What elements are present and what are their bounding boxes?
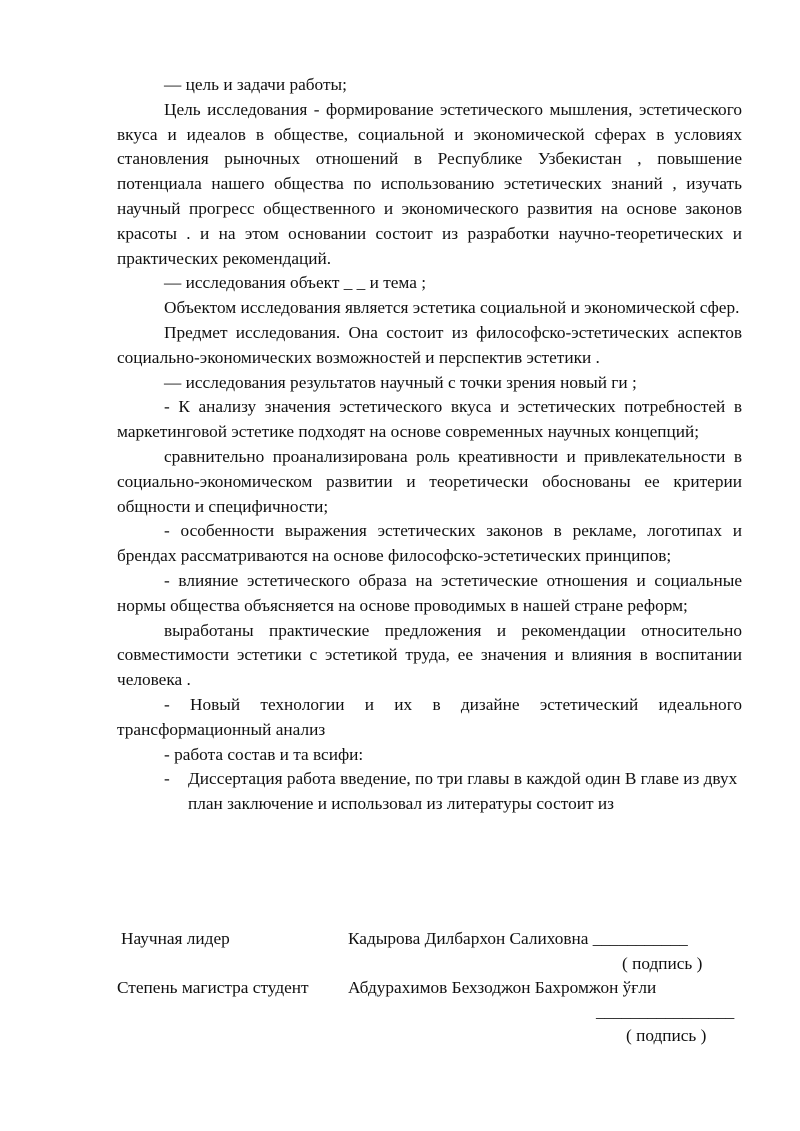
paragraph-novelty-2: сравнительно проанализирована роль креативности и привлекательности в социально-экономическом развитии и теоретически обоснованы ее критерии общности и специфичности;: [117, 446, 742, 516]
list-item-dissertation: [117, 767, 742, 817]
student-name: Абдурахимов Бехзоджон Бахромжон ўғли: [348, 978, 657, 997]
student-signature-line: ________________: [596, 1002, 735, 1021]
list-bullet: -: [164, 769, 170, 789]
paragraph-novelty-heading: — исследования результатов научный с точки зрения новый ги ;: [164, 372, 637, 392]
paragraph-object: Объектом исследования является эстетика социальной и экономической сфер.: [164, 298, 740, 318]
paragraph-novelty-5: выработаны практические предложения и рекомендации относительно совместимости эстетики с эстетикой труда, ее значения и влияния в воспитании человека .: [117, 620, 742, 690]
document-body: [117, 73, 742, 817]
paragraph-object-heading: — исследования объект _ _ и тема ;: [164, 273, 427, 293]
paragraph-goal-heading: — цель и задачи работы;: [164, 75, 347, 94]
paragraph-novelty-4: - влияние эстетического образа на эстетические отношения и социальные нормы общества объясняется на основе проводимых в нашей стране реформ;: [117, 570, 742, 615]
paragraph-novelty-6: - Новый технологии и их в дизайне эстетический идеального трансформационный анализ: [117, 694, 742, 739]
paragraph-novelty-1: - К анализу значения эстетического вкуса и эстетических потребностей в маркетинговой эстетике подходят на основе современных научных концепций;: [117, 397, 742, 442]
student-label: Степень магистра студент: [117, 978, 309, 997]
paragraph-novelty-3: - особенности выражения эстетических законов в рекламе, логотипах и брендах рассматриваются на основе философско-эстетических принципов;: [117, 521, 742, 566]
paragraph-structure-heading: - работа состав и та всифи:: [164, 744, 364, 764]
list-item-text: Диссертация работа введение, по три главы в каждой один В главе из двух план заключение и использовал из литературы состоит из: [188, 769, 738, 814]
paragraph-subject: Предмет исследования. Она состоит из философско-эстетических аспектов социально-экономических возможностей и перспектив эстетики .: [117, 322, 742, 367]
supervisor-signature-caption: ( подпись ): [622, 954, 703, 973]
paragraph-goal: Цель исследования - формирование эстетического мышления, эстетического вкуса и идеалов в обществе, социальной и экономической сферах в условиях становления рыночных отношений в Республике Узбекистан , повышение потенциала нашего общества по использованию эстетических знаний , изучать научный прогресс общественного и экономического развития на основе законов красоты . и на этом основании состоит из разработки научно-теоретических и практических рекомендаций.: [117, 99, 742, 268]
supervisor-label: Научная лидер: [121, 929, 230, 948]
student-signature-caption: ( подпись ): [626, 1026, 707, 1045]
supervisor-name: Кадырова Дилбархон Салиховна ___________: [348, 929, 688, 948]
